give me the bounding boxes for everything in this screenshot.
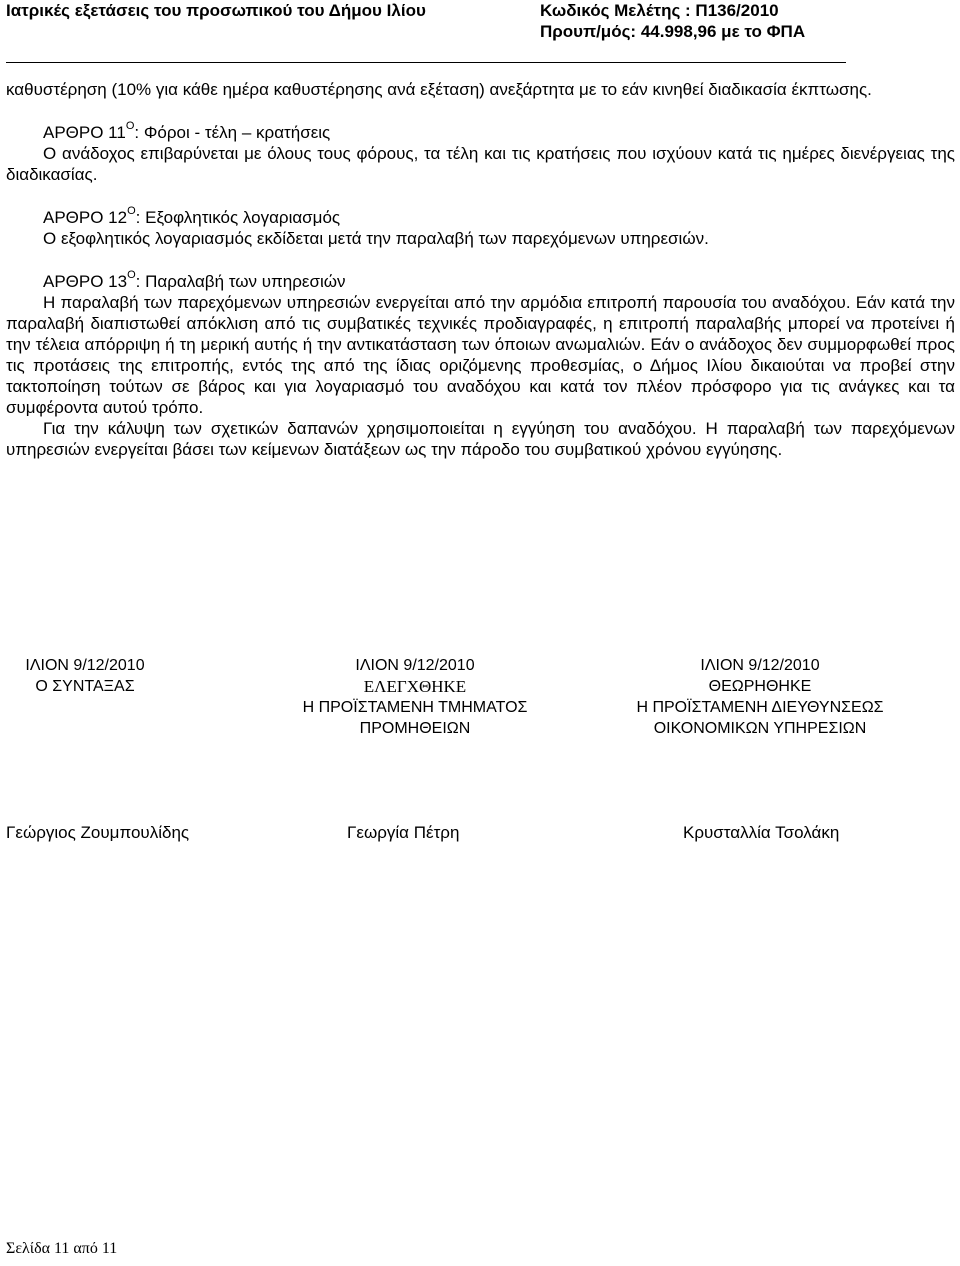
signature-block-author xyxy=(0,655,170,697)
header-study-code: Κωδικός Μελέτης : Π136/2010 xyxy=(540,1,779,20)
article-13-text: Η παραλαβή των παρεχόμενων υπηρεσιών ενεργείται από την αρμόδια επιτροπή παρουσία του αναδόχου. Εάν κατά την παραλαβή διαπιστωθεί απόκλιση από τις συμβατικές τεχνικές προδιαγραφές, η επιτροπή παραλαβής μπορεί να προτείνει ή την τέλεια απόρριψη ή τη μερική αυτής ή την αντικατάσταση των όποιων ανωμαλιών. Εάν ο ανάδοχος δεν συμμορφωθεί προς τις προτάσεις της επιτροπής, εντός της από της ίδιας οριζόμενης προθεσμίας, ο Δήμος Ιλίου δικαιούται να προβεί στην τακτοποίηση τούτων σε βάρος και για λογαριασμό του αναδόχου και κατά τον πλέον πρόσφορο για τις ανάγκες και τα συμφέροντα αυτού τρόπο. xyxy=(6,293,955,417)
page-number: Σελίδα 11 από 11 xyxy=(6,1240,118,1257)
signature-date: ΙΛΙΟΝ 9/12/2010 xyxy=(700,657,820,674)
signature-block-approved xyxy=(610,655,910,739)
article-13-heading: ΑΡΘΡΟ $13^O$: Παραλαβή των υπηρεσιών xyxy=(43,269,346,291)
header-title: Ιατρικές εξετάσεις του προσωπικού του Δήμου Ιλίου xyxy=(6,1,426,20)
signature-role: ΘΕΩΡΗΘΗΚΕ xyxy=(708,678,812,695)
article-12-text: Ο εξοφλητικός λογαριασμός εκδίδεται μετά την παραλαβή των παρεχόμενων υπηρεσιών. xyxy=(43,229,709,248)
article-12-heading: ΑΡΘΡΟ $12^O$: Εξοφλητικός λογαριασμός xyxy=(43,205,341,227)
signatory-name-3: Κρυσταλλία Τσολάκη xyxy=(683,823,840,842)
signatory-name-2: Γεωργία Πέτρη xyxy=(347,823,460,842)
page-header xyxy=(0,0,960,46)
article-11-text: Ο ανάδοχος επιβαρύνεται με όλους τους φόρους, τα τέλη και τις κρατήσεις που ισχύουν κατά τις ημέρες διενέργειας της διαδικασίας. xyxy=(6,144,955,184)
signature-block-checked xyxy=(275,655,555,739)
signature-role-line3: ΟΙΚΟΝΟΜΙΚΩΝ ΥΠΗΡΕΣΙΩΝ xyxy=(653,720,867,737)
signature-date: ΙΛΙΟΝ 9/12/2010 xyxy=(355,657,475,674)
signature-role: Ο ΣΥΝΤΑΞΑΣ xyxy=(35,678,135,695)
article-13-text-2: Για την κάλυψη των σχετικών δαπανών χρησιμοποιείται η εγγύηση του αναδόχου. Η παραλαβή των παρεχόμενων υπηρεσιών ενεργείται βάσει των κείμενων διατάξεων ως την πάροδο του συμβατικού χρόνου εγγύησης. xyxy=(6,419,955,459)
header-divider xyxy=(6,62,846,63)
signatory-name-1: Γεώργιος Ζουμπουλίδης xyxy=(6,823,190,842)
signature-role-line2: Η ΠΡΟΪΣΤΑΜΕΝΗ ΔΙΕΥΘΥΝΣΕΩΣ xyxy=(636,699,884,716)
continuation-paragraph: καθυστέρηση (10% για κάθε ημέρα καθυστέρησης ανά εξέταση) ανεξάρτητα με το εάν κινηθεί διαδικασία έκπτωσης. xyxy=(6,80,872,99)
signature-role: ΕΛΕΓΧΘΗΚΕ xyxy=(363,677,467,696)
signature-role-line2: Η ΠΡΟΪΣΤΑΜΕΝΗ ΤΜΗΜΑΤΟΣ xyxy=(302,699,528,716)
header-budget: Προυπ/μός: 44.998,96 με το ΦΠΑ xyxy=(540,22,806,41)
signature-role-line3: ΠΡΟΜΗΘΕΙΩΝ xyxy=(359,720,471,737)
article-11-heading: ΑΡΘΡΟ $11^O$: Φόροι - τέλη – κρατήσεις xyxy=(43,120,331,142)
document-body xyxy=(6,79,955,460)
signature-date: ΙΛΙΟΝ 9/12/2010 xyxy=(25,657,145,674)
